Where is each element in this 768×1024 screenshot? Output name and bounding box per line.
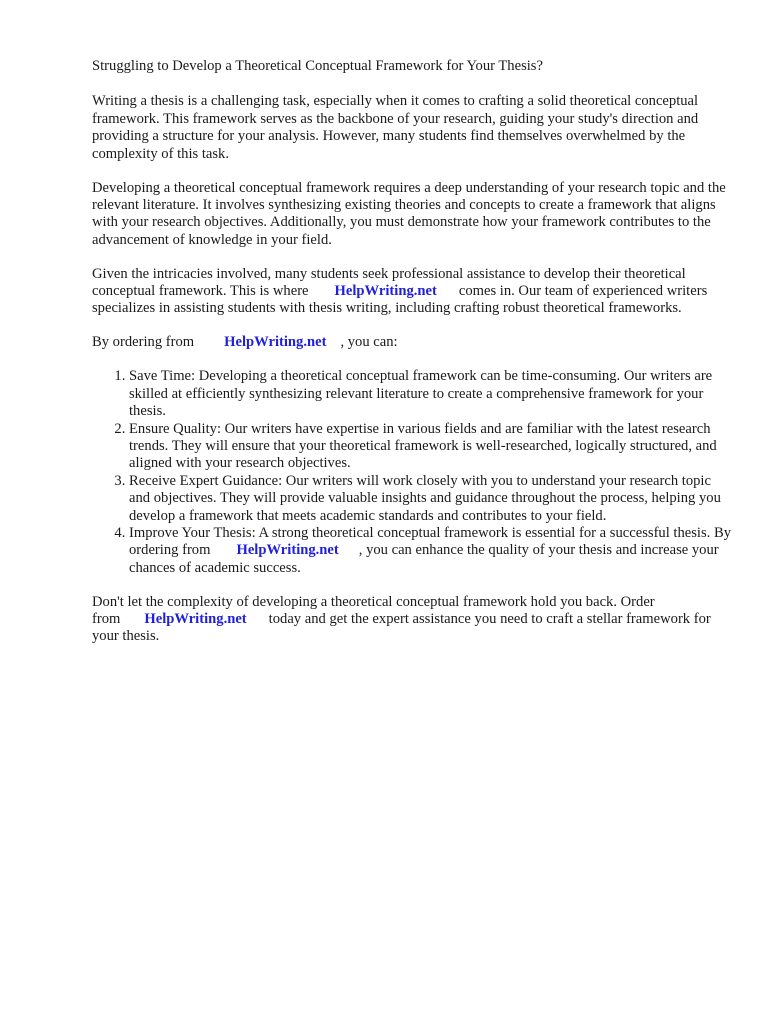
page-title: Struggling to Develop a Theoretical Conceptual Framework for Your Thesis? xyxy=(92,58,543,74)
paragraph-closing-text-before: Don't let the complexity of developing a theoretical conceptual framework hold you back. Order from xyxy=(92,593,655,628)
paragraph-ordering xyxy=(92,334,732,351)
list-item-text-before: Improve Your Thesis: A strong theoretical conceptual framework is essential for a successful thesis. By ordering from xyxy=(129,524,731,559)
helpwriting-link[interactable]: HelpWriting.net xyxy=(224,334,327,351)
helpwriting-link[interactable]: HelpWriting.net xyxy=(236,542,339,559)
paragraph-ordering-text-before: By ordering from xyxy=(92,334,195,351)
list-item xyxy=(129,525,732,577)
paragraph-closing xyxy=(92,594,732,646)
list-item: 2. Ensure Quality: Our writers have expertise in various fields and are familiar with the latest research trends. They will ensure that your theoretical framework is well-researched, logically structured, and aligned with your research objectives. xyxy=(129,421,732,473)
list-item: 3. Receive Expert Guidance: Our writers will work closely with you to understand your research topic and objectives. They will provide valuable insights and guidance throughout the process, helping you develop a framework that meets academic standards and contributes to your field. xyxy=(129,473,732,525)
paragraph-assistance xyxy=(92,266,732,318)
paragraph-closing-text-after: today and get the expert assistance you need to craft a stellar framework for your thesis. xyxy=(92,611,711,645)
paragraph-assistance-text-after: comes in. Our team of experienced writers specializes in assisting students with thesis writing, including crafting robust theoretical frameworks. xyxy=(92,283,708,317)
paragraph-ordering-text-after: , you can: xyxy=(340,334,398,351)
helpwriting-link[interactable]: HelpWriting.net xyxy=(144,611,247,628)
document-page xyxy=(92,58,732,662)
list-item-text-after: , you can enhance the quality of your thesis and increase your chances of academic success. xyxy=(129,542,719,576)
list-item: 1. Save Time: Developing a theoretical conceptual framework can be time-consuming. Our writers are skilled at efficiently synthesizing relevant literature to create a comprehensive framework for your thesis. xyxy=(129,368,732,420)
helpwriting-link[interactable]: HelpWriting.net xyxy=(334,283,437,300)
benefits-list xyxy=(92,368,732,577)
paragraph-intro: Writing a thesis is a challenging task, especially when it comes to crafting a solid theoretical conceptual framework. This framework serves as the backbone of your research, guiding your study's direction and providing a structure for your analysis. However, many students find themselves overwhelmed by the complexity of this task. xyxy=(92,93,699,162)
paragraph-assistance-text-before: Given the intricacies involved, many students seek professional assistance to develop their theoretical conceptual framework. This is where xyxy=(92,265,686,300)
paragraph-requirements: Developing a theoretical conceptual framework requires a deep understanding of your research topic and the relevant literature. It involves synthesizing existing theories and concepts to create a framework that aligns with your research objectives. Additionally, you must demonstrate how your framework contributes to the advancement of knowledge in your field. xyxy=(92,179,726,248)
